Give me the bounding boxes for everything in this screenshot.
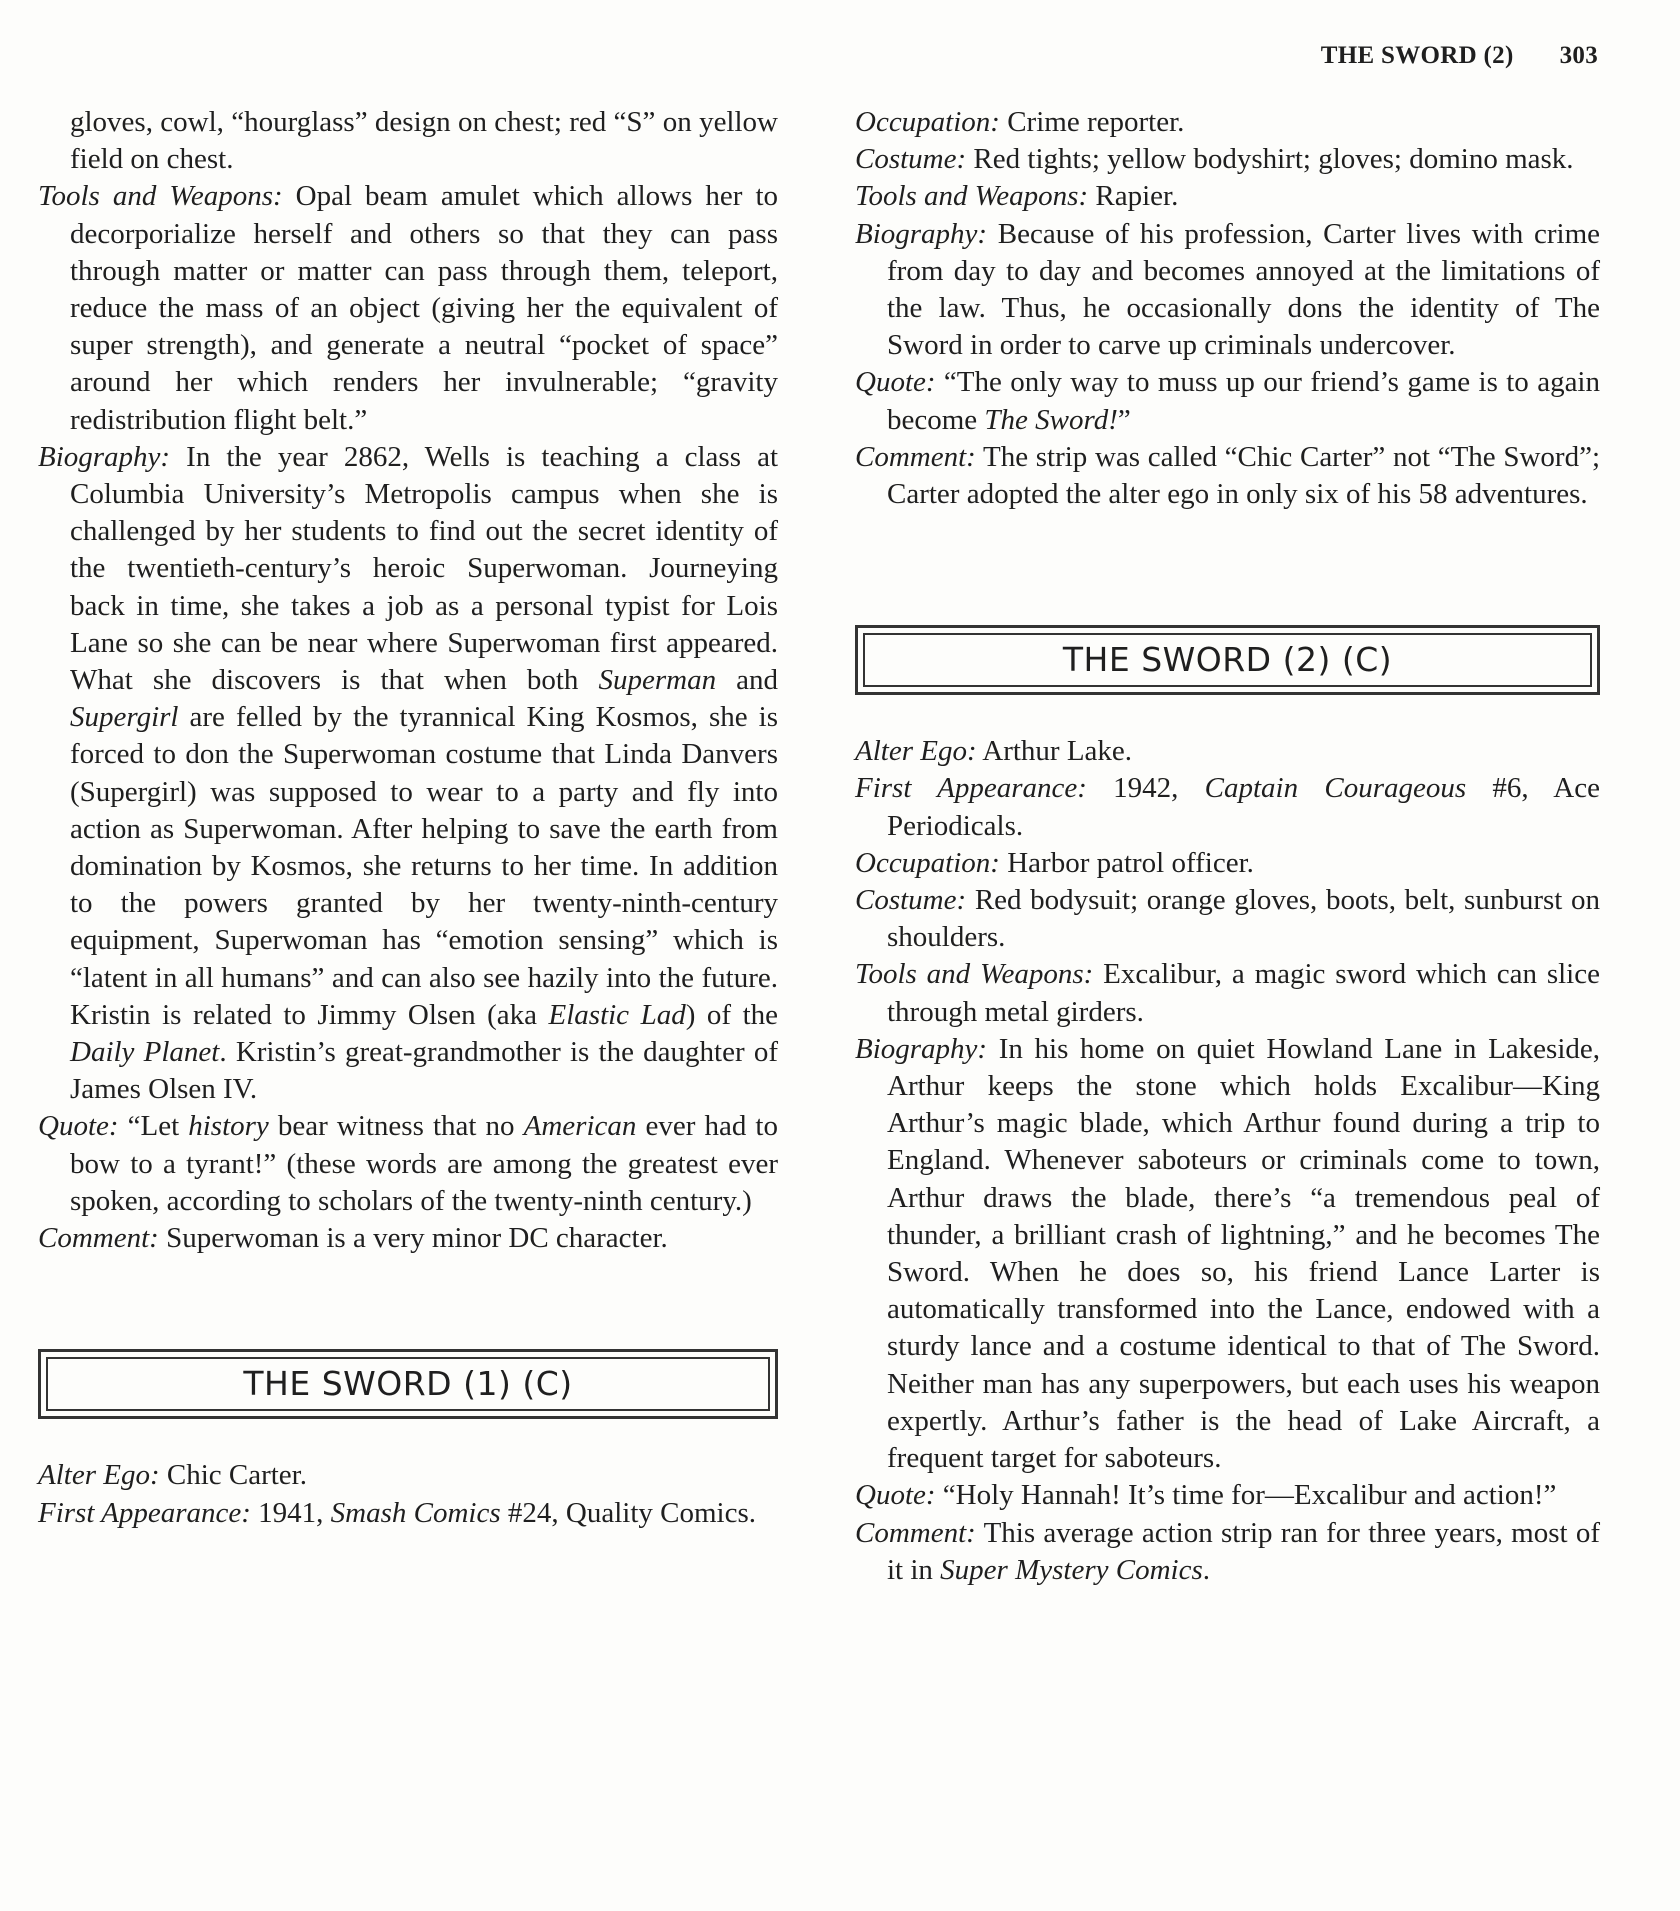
alter-ego-entry-sword1: Alter Ego: Chic Carter. bbox=[38, 1459, 307, 1492]
left-column bbox=[38, 104, 778, 1532]
occupation-entry-sword2: Occupation: Harbor patrol officer. bbox=[855, 846, 1254, 879]
biography-entry-sword1: Biography: Because of his profession, Carter lives with crime from day to day and becomes annoyed at the limitations of the law. Thus, he occasionally dons the identity of The Sword in order to carve up criminals undercover. bbox=[855, 217, 1600, 362]
entry-label: Tools and Weapons: bbox=[855, 958, 1094, 991]
entry-label: First Appearance: bbox=[38, 1496, 251, 1529]
costume-entry-sword1: Costume: Red tights; yellow bodyshirt; gloves; domino mask. bbox=[855, 143, 1574, 176]
section-heading-box bbox=[38, 1349, 778, 1419]
tools-entry-sword1: Tools and Weapons: Rapier. bbox=[855, 180, 1179, 213]
entry-label: Tools and Weapons: bbox=[855, 180, 1089, 213]
biography-entry-sword2: Biography: In his home on quiet Howland Lane in Lakeside, Arthur keeps the stone which holds Excalibur—King Arthur’s magic blade, which Arthur found during a trip to England. Whenever saboteurs or criminals come to town, Arthur draws the blade, there’s “a tremendous peal of thunder, a brilliant crash of lightning,” and he becomes The Sword. When he does so, his friend Lance Larter is automatically transformed into the Lance, endowed with a sturdy lance and a costume identical to that of The Sword. Neither man has any superpowers, but each uses his weapon expertly. Arthur’s father is the head of Lake Aircraft, a frequent target for saboteurs. bbox=[855, 1032, 1600, 1475]
tools-entry-sword2: Tools and Weapons: Excalibur, a magic sword which can slice through metal girders. bbox=[855, 958, 1600, 1028]
costume-entry-sword2: Costume: Red bodysuit; orange gloves, boots, belt, sunburst on shoulders. bbox=[855, 884, 1600, 954]
occupation-entry-sword1: Occupation: Crime reporter. bbox=[855, 106, 1185, 138]
first-appearance-entry-sword2: First Appearance: 1942, Captain Courageous #6, Ace Periodicals. bbox=[855, 772, 1600, 842]
entry-label: Quote: bbox=[855, 1479, 936, 1512]
entry-label: Quote: bbox=[855, 366, 936, 399]
running-head-title: THE SWORD (2) bbox=[1320, 42, 1514, 69]
entry-label: Occupation: bbox=[855, 846, 1000, 879]
entry-label: Costume: bbox=[855, 884, 967, 917]
running-head bbox=[1321, 42, 1598, 70]
entry-label: Comment: bbox=[855, 440, 976, 473]
comment-entry-sword2: Comment: This average action strip ran for three years, most of it in Super Mystery Comics. bbox=[855, 1516, 1600, 1586]
entry-label: Biography: bbox=[38, 440, 171, 473]
section-heading: THE SWORD (2) (C) bbox=[863, 633, 1592, 687]
entry-label: Biography: bbox=[855, 1032, 988, 1065]
quote-entry-superwoman: Quote: “Let history bear witness that no American ever had to bow to a tyrant!” (these words are among the greatest ever spoken, according to scholars of the twenty-ninth century.) bbox=[38, 1110, 778, 1217]
entry-label: Comment: bbox=[855, 1516, 976, 1549]
alter-ego-entry-sword2: Alter Ego: Arthur Lake. bbox=[855, 735, 1133, 768]
section-heading-box bbox=[855, 625, 1600, 695]
entry-label: Alter Ego: bbox=[855, 735, 977, 768]
comment-entry-superwoman: Comment: Superwoman is a very minor DC character. bbox=[38, 1222, 668, 1255]
first-appearance-entry-sword1: First Appearance: 1941, Smash Comics #24, Quality Comics. bbox=[38, 1496, 756, 1529]
biography-entry-superwoman: Biography: In the year 2862, Wells is teaching a class at Columbia University’s Metropolis campus when she is challenged by her students to find out the secret identity of the twentieth-century’s heroic Superwoman. Journeying back in time, she takes a job as a personal typist for Lois Lane so she can be near where Superwoman first appeared. What she discovers is that when both Superman and Supergirl are felled by the tyrannical King Kosmos, she is forced to don the Superwoman costume that Linda Danvers (Supergirl) was supposed to wear to a party and fly into action as Superwoman. After helping to save the earth from domination by Kosmos, she returns to her time. In addition to the powers granted by her twenty-ninth-century equipment, Superwoman has “emotion sensing” which is “latent in all humans” and can also see hazily into the future. Kristin is related to Jimmy Olsen (aka Elastic Lad) of the Daily Planet. Kristin’s great-grandmother is the daughter of James Olsen IV. bbox=[38, 440, 779, 1106]
page-number: 303 bbox=[1559, 42, 1598, 69]
entry-label: Occupation: bbox=[855, 106, 1000, 138]
entry-label: Comment: bbox=[38, 1222, 159, 1255]
entry-label: First Appearance: bbox=[855, 772, 1087, 805]
entry-label: Alter Ego: bbox=[38, 1459, 160, 1492]
tools-entry-superwoman: Tools and Weapons: Opal beam amulet which allows her to decorporialize herself and others so that they can pass through matter or matter can pass through them, teleport, reduce the mass of an object (giving her the equivalent of super strength), and generate a neutral “pocket of space” around her which renders her invulnerable; “gravity redistribution flight belt.” bbox=[38, 180, 778, 436]
comment-entry-sword1: Comment: The strip was called “Chic Carter” not “The Sword”; Carter adopted the alter ego in only six of his 58 adventures. bbox=[855, 440, 1600, 511]
continued-costume-text: gloves, cowl, “hourglass” design on chest; red “S” on yellow field on chest. bbox=[70, 106, 778, 176]
right-column bbox=[855, 104, 1600, 1589]
quote-entry-sword2: Quote: “Holy Hannah! It’s time for—Excalibur and action!” bbox=[855, 1479, 1557, 1512]
quote-entry-sword1: Quote: “The only way to muss up our friend’s game is to again become The Sword!” bbox=[855, 366, 1600, 436]
entry-label: Biography: bbox=[855, 217, 988, 250]
entry-label: Tools and Weapons: bbox=[38, 180, 283, 213]
entry-label: Costume: bbox=[855, 143, 967, 176]
section-heading: THE SWORD (1) (C) bbox=[46, 1357, 770, 1411]
entry-label: Quote: bbox=[38, 1110, 119, 1143]
